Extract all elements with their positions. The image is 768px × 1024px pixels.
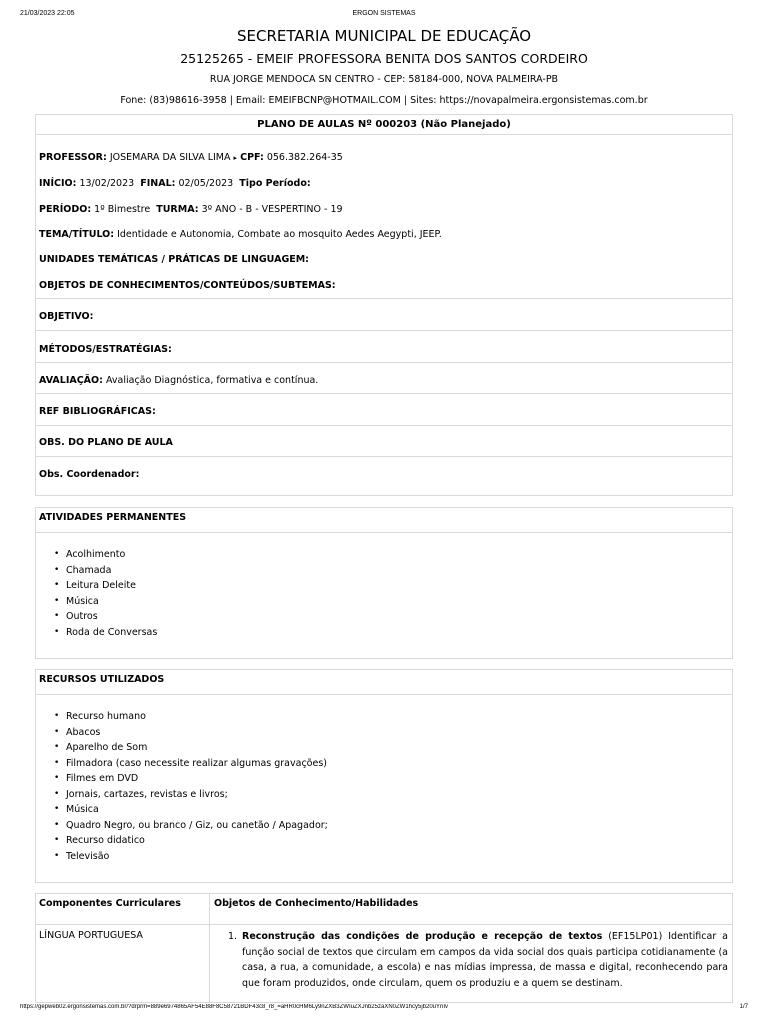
unidades-label: UNIDADES TEMÁTICAS / PRÁTICAS DE LINGUAGEM: — [39, 254, 309, 265]
final-value: 02/05/2023 — [178, 178, 234, 189]
professor-value: JOSEMARA DA SILVA LIMA — [109, 152, 231, 163]
list-item: • Música — [54, 594, 732, 610]
list-item: • Quadro Negro, ou branco / Giz, ou canetão / Apagador; — [54, 818, 732, 834]
list-item: • Roda de Conversas — [54, 625, 732, 641]
list-item: • Recurso didatico — [54, 833, 732, 849]
table-row — [36, 925, 732, 1002]
tema-row — [36, 228, 732, 242]
obs-plano-row — [36, 436, 732, 450]
cpf-label: CPF: — [240, 152, 264, 163]
ref-label: REF BIBLIOGRÁFICAS: — [39, 406, 156, 417]
table-header — [36, 894, 732, 925]
objetos-row — [36, 279, 732, 293]
cpf-value: 056.382.264-35 — [266, 152, 343, 163]
obs-coord-label: Obs. Coordenador: — [39, 469, 140, 480]
inicio-label: INÍCIO: — [39, 178, 77, 189]
list-item: • Recurso humano — [54, 709, 732, 725]
list-item: • Outros — [54, 609, 732, 625]
recursos-list — [36, 695, 732, 864]
print-header — [20, 10, 748, 20]
metodos-row — [36, 343, 732, 357]
print-url: https://gepweb02.ergonsistemas.com.br/?drprm=889e6974865AF54E88F8C58721BDF43c8_r8_=aHR0cHM6Ly9nZXB3ZWIuZXJnb25zaXN0ZW1hcy5jb20uYnIv — [20, 1004, 449, 1010]
divider — [36, 330, 732, 331]
list-item: • Aparelho de Som — [54, 740, 732, 756]
turma-value: 3º ANO - B - VESPERTINO - 19 — [201, 204, 343, 215]
atividades-box — [35, 507, 733, 659]
avaliacao-row — [36, 374, 732, 388]
divider — [36, 393, 732, 394]
divider — [36, 362, 732, 363]
avaliacao-value: Avaliação Diagnóstica, formativa e contínua. — [105, 375, 319, 386]
atividades-title: ATIVIDADES PERMANENTES — [36, 508, 732, 533]
divider — [36, 456, 732, 457]
objetivo-label: OBJETIVO: — [39, 311, 94, 322]
component-name: LÍNGUA PORTUGUESA — [36, 925, 210, 1002]
inicio-value: 13/02/2023 — [79, 178, 135, 189]
list-item: • Leitura Deleite — [54, 578, 732, 594]
skill-item — [228, 929, 728, 991]
school-contact: Fone: (83)98616-3958 | Email: EMEIFBCNP@HOTMAIL.COM | Sites: https://novapalmeira.ergonsistemas.com.br — [120, 95, 648, 106]
periodo-row — [36, 203, 732, 217]
skills-list — [214, 929, 728, 991]
skill-text: (EF15LP01) Identificar a função social de textos que circulam em campos da vida social dos quais participa cotidianamente (a casa, a rua, a comunidade, a escola) e nas mídias impressa, de massa e digital, reconhecendo para que foram produzidos, onde circulam, quem os produziu e a quem se destinam. — [242, 931, 728, 989]
department-title: SECRETARIA MUNICIPAL DE EDUCAÇÃO — [237, 27, 531, 45]
professor-label: PROFESSOR: — [39, 152, 107, 163]
dates-row — [36, 177, 732, 191]
print-datetime: 21/03/2023 22:05 — [20, 10, 75, 17]
recursos-title: RECURSOS UTILIZADOS — [36, 670, 732, 695]
list-item: • Acolhimento — [54, 547, 732, 563]
skill-number: 1. — [228, 931, 238, 942]
obs-plano-label: OBS. DO PLANO DE AULA — [39, 437, 173, 448]
print-app-name: ERGON SISTEMAS — [352, 10, 416, 17]
list-item: • Jornais, cartazes, revistas e livros; — [54, 787, 732, 803]
school-address: RUA JORGE MENDOCA SN CENTRO - CEP: 58184-000, NOVA PALMEIRA-PB — [209, 74, 559, 85]
list-item: • Abacos — [54, 725, 732, 741]
periodo-label: PERÍODO: — [39, 204, 92, 215]
school-name: 25125265 - EMEIF PROFESSORA BENITA DOS SANTOS CORDEIRO — [180, 51, 588, 66]
list-item: • Música — [54, 802, 732, 818]
componentes-table — [35, 893, 733, 1003]
list-item: • Televisão — [54, 849, 732, 865]
turma-label: TURMA: — [156, 204, 199, 215]
unidades-row — [36, 253, 732, 267]
objetivo-row — [36, 310, 732, 324]
letterhead — [0, 26, 768, 108]
list-item: • Chamada — [54, 563, 732, 579]
skill-title: Reconstrução das condições de produção e recepção de textos — [242, 931, 603, 942]
obs-coord-row — [36, 468, 732, 482]
tema-label: TEMA/TÍTULO: — [39, 229, 115, 240]
atividades-list — [36, 533, 732, 640]
objetos-label: OBJETOS DE CONHECIMENTOS/CONTEÚDOS/SUBTEMAS: — [39, 280, 336, 291]
tema-value: Identidade e Autonomia, Combate ao mosquito Aedes Aegypti, JEEP. — [117, 229, 442, 240]
ref-row — [36, 405, 732, 419]
col-header-componentes: Componentes Curriculares — [36, 894, 210, 925]
recursos-box — [35, 669, 733, 883]
list-item: • Filmes em DVD — [54, 771, 732, 787]
tipo-periodo-label: Tipo Período: — [239, 178, 311, 189]
col-header-objetos: Objetos de Conhecimento/Habilidades — [214, 898, 419, 909]
final-label: FINAL: — [140, 178, 176, 189]
avaliacao-label: AVALIAÇÃO: — [39, 375, 103, 386]
professor-row — [36, 151, 732, 165]
plan-title: PLANO DE AULAS Nº 000203 (Não Planejado) — [36, 115, 732, 135]
print-footer — [20, 1004, 748, 1014]
separator-icon: ▸ — [233, 154, 238, 162]
divider — [36, 298, 732, 299]
page-number: 1/7 — [739, 1004, 748, 1010]
list-item: • Filmadora (caso necessite realizar algumas gravações) — [54, 756, 732, 772]
metodos-label: MÉTODOS/ESTRATÉGIAS: — [39, 344, 172, 355]
skills-cell — [210, 925, 732, 1002]
periodo-value: 1º Bimestre — [94, 204, 151, 215]
lesson-plan-box — [35, 114, 733, 496]
divider — [36, 425, 732, 426]
